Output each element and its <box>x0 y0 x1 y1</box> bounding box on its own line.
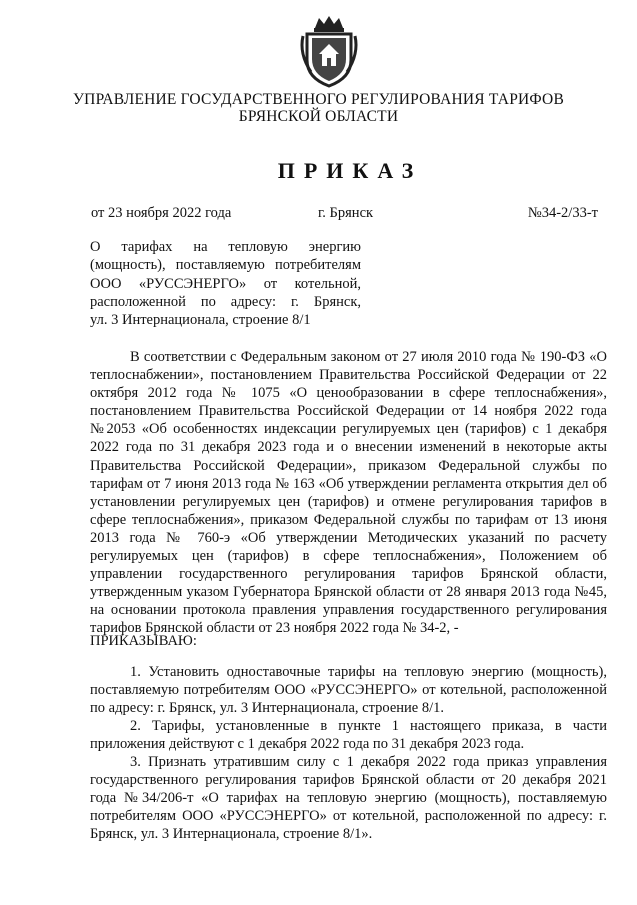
document-number: №34-2/33-т <box>527 205 598 221</box>
decree-item-1: 1. Установить одноставочные тарифы на тепловую энергию (мощность), поставляемую потребителям ООО «РУССЭНЕРГО» от котельной, расположенной по адресу: г. Брянск, ул. 3 Интернационала, строение 8/1. <box>90 664 607 717</box>
decree-item-3: 3. Признать утратившим силу с 1 декабря 2022 года приказ управления государственного регулирования тарифов Брянской области от 20 декабря 2021 года №34/206-т «О тарифах на тепловую энергию (мощность), поставляемую потребителям ООО «РУССЭНЕРГО» от котельной, расположенной по адресу: г. Брянск, ул. 3 Интернационала, строение 8/1». <box>90 754 607 843</box>
preamble-paragraph: В соответствии с Федеральным законом от 27 июля 2010 года № 190-ФЗ «О теплоснабжении», постановлением Правительства Российской Федерации от 22 октября 2012 года № 1075 «О ценообразовании в сфере теплоснабжения», постановлением Правительства Российской Федерации от 14 ноября 2022 года №2053 «Об особенностях индексации регулируемых цен (тарифов) с 1 декабря 2022 года по 31 декабря 2023 года и о внесении изменений в некоторые акты Правительства Российской Федерации», приказом Федеральной службы по тарифам от 7 июня 2013 года № 163 «Об утверждении регламента открытия дел об установлении регулируемых цен (тарифов) и отмене регулирования тарифов в сфере теплоснабжения», приказом Федеральной службы по тарифам от 13 июня 2013 года № 760-э «Об утверждении Методических указаний по расчету регулируемых цен (тарифов) в сфере теплоснабжения», Положением об управлении государственного регулирования тарифов Брянской области, утвержденным указом Губернатора Брянской области от 28 января 2013 года №45, на основании протокола правления управления государственного регулирования тарифов Брянской области от 23 ноября 2022 года № 34-2, - <box>90 349 607 637</box>
agency-name-line-1: УПРАВЛЕНИЕ ГОСУДАРСТВЕННОГО РЕГУЛИРОВАНИЯ ТАРИФОВ <box>73 91 564 108</box>
document-title: ПРИКАЗ <box>277 158 423 183</box>
decree-word: ПРИКАЗЫВАЮ: <box>90 633 197 649</box>
decree-item-2: 2. Тарифы, установленные в пункте 1 настоящего приказа, в части приложения действуют с 1 декабря 2022 года по 31 декабря 2023 года. <box>90 718 607 753</box>
document-city: г. Брянск <box>318 205 374 221</box>
subject-last-line: ул. 3 Интернационала, строение 8/1 <box>90 312 311 329</box>
coat-of-arms-icon <box>297 14 361 88</box>
agency-name-line-2: БРЯНСКОЙ ОБЛАСТИ <box>238 108 399 125</box>
document-date: от 23 ноября 2022 года <box>91 205 232 221</box>
subject-text: О тарифах на тепловую энергию (мощность), поставляемую потребителям ООО «РУССЭНЕРГО» от котельной, расположенной по адресу: г. Брянск, <box>90 239 361 310</box>
subject-block <box>90 238 361 329</box>
